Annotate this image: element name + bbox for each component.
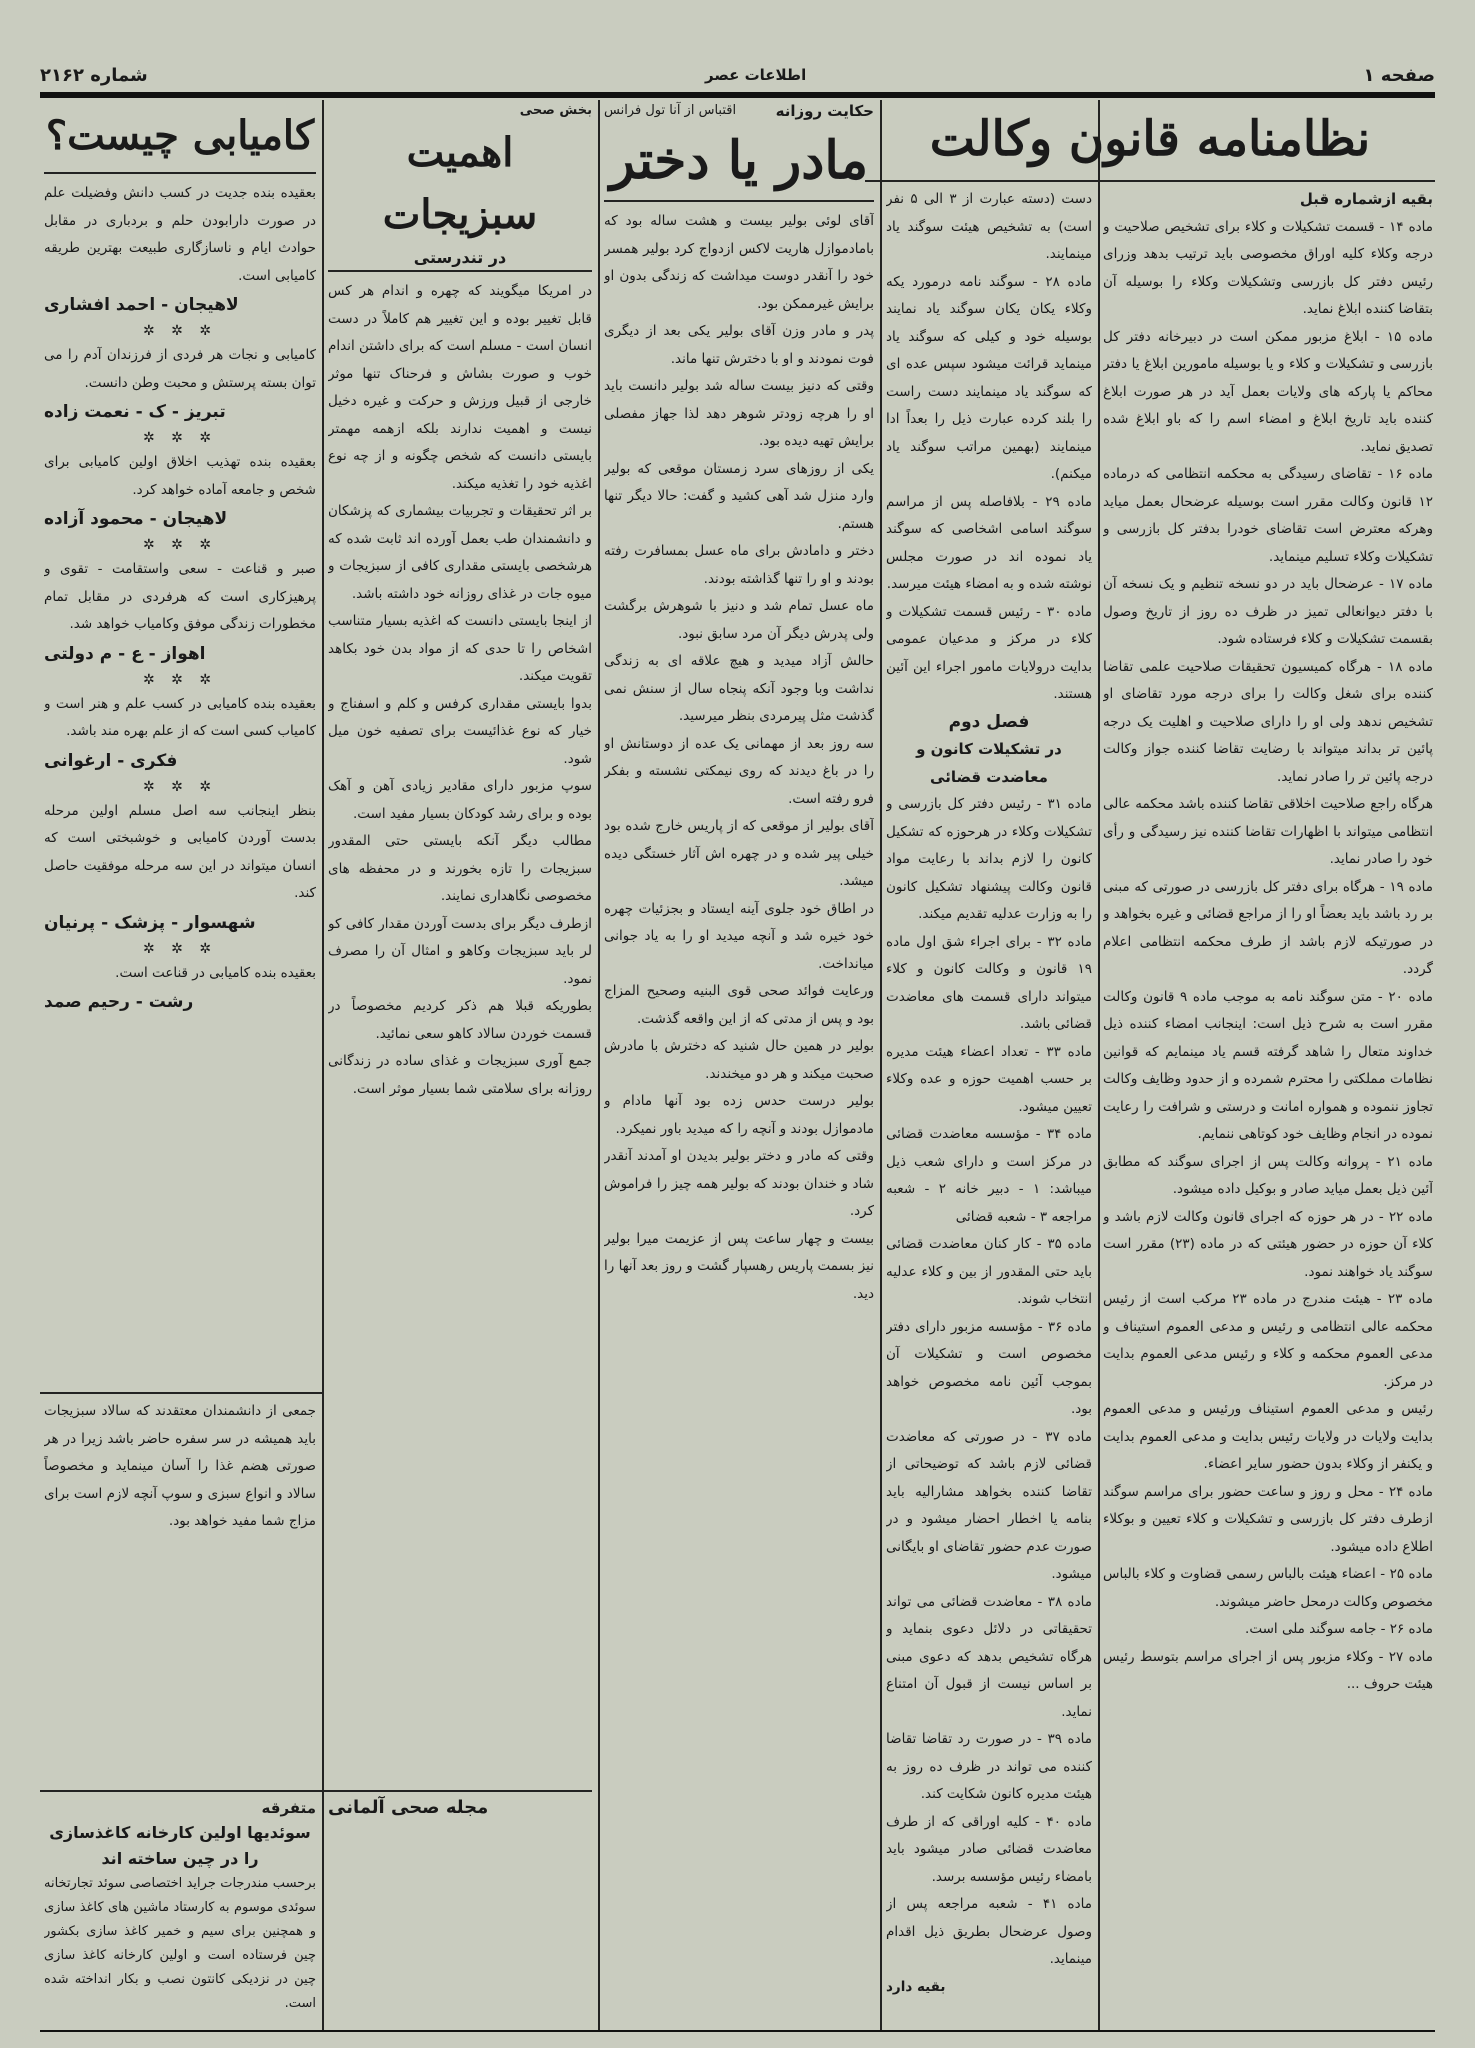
health-headline: اهمیت سبزیجات [382,129,538,238]
law-paragraph: ماده ۳۴ - مؤسسه معاضدت قضائی در مرکز است و دارای شعب ذیل میباشد: ۱ - دبیر خانه ۲ - شعبه مراجعه ۳ - شعبه قضائی [886,1126,1092,1225]
story-paragraph: آقای لوئی بولیر بیست و هشت ساله بود که بامادموازل هاریت لاکس ازدواج کرد بولیر همسر خود را آنقدر دوست میداشت که زندگی بدون او برایش غیرممکن بود. [604,213,874,312]
law-paragraph: ماده ۱۶ - تقاضای رسیدگی به محکمه انتظامی که درماده ۱۲ قانون وکالت مقرر است بوسیله عرضحال بعمل میاید وهرکه معترض است تقاضای خودرا بدفتر کل بازرسی و تشکیلات وکلاء تسلیم مینماید. [1103,466,1433,565]
article-law-headline-box [865,100,1435,180]
star-divider-icon: ✲ ✲ ✲ [142,323,218,339]
answer-text: بعقیده بنده کامیابی در قناعت است. [115,964,316,981]
section-rule [40,1392,322,1394]
star-divider-icon: ✲ ✲ ✲ [142,537,218,553]
answer-text: صبر و قناعت - سعی واستقامت - تقوی و پرهیزکاری است که هرفردی در مقابل تمام مخطورات زندگی موفق وکامیاب خواهد شد. [44,561,316,632]
law-paragraph: ماده ۳۱ - رئیس دفتر کل بازرسی و تشکیلات وکلاء در هرحوزه که تشکیل کانون را لازم بداند با رعایت مواد قانون وکالت پیشنهاد تشکیل کانون را به وزارت عدلیه تقدیم میکند. [886,796,1092,922]
story-paragraph: بولیر درست حدس زده بود آنها مادام و مادموازل بودند و آنچه را که میدید باور نمیکرد. [604,1093,874,1137]
health-paragraph: مطالب دیگر آنکه بایستی حتی المقدور سبزیجات را تازه بخورند و در محفظه های مخصوصی نگاهداری نمایند. [328,833,592,904]
law-paragraph: ماده ۲۰ - متن سوگند نامه به موجب ماده ۹ قانون وکالت مقرر است به شرح ذیل است: اینجانب امضاء کننده ذیل خداوند متعال را شاهد گرفته قسم یاد مینمایم که قوانین نظامات مملکتی را محترم شمرده و از حدود وظایف وکالت تجاوز ننموده و همواره امانت و درستی و شرافت را رعایت نموده در انجام وظایف خود کوتاهی ننمایم. [1103,988,1433,1142]
article-law-column-a [1103,186,1433,2026]
law-paragraph: ماده ۴۱ - شعبه مراجعه پس از وصول عرضحال بطریق ذیل اقدام مینماید. [886,1896,1092,1967]
law-paragraph: دست (دسته عبارت از ۳ الی ۵ نفر است) به تشخیص هیئت سوگند یاد مینمایند. [886,191,1092,262]
law-paragraph: ماده ۲۵ - اعضاء هیئت بالباس رسمی قضاوت و کلاء بالباس مخصوص وکالت درمحل حاضر میشوند. [1103,1566,1433,1610]
answer-signature: اهواز - ع - م دولتی [44,643,206,664]
continued-label: بقیه ازشماره قبل [1299,190,1433,208]
answer-signature: تبریز - ک - نعمت زاده [44,402,226,422]
health-continued-text: جمعی از دانشمندان معتقدند که سالاد سبزیجات باید همیشه در سر سفره حاضر باشد زیرا در هر صورتی هضم غذا را آسان مینماید و مخصوصاً سالاد و انواع سبزی و سوپ آنچه لازم است برای مزاج شما مفید خواهد بود. [44,1403,316,1529]
masthead-rule [40,92,1435,98]
story-paragraph: دختر و دامادش برای ماه عسل بمسافرت رفته بودند و او را تنها گذاشته بودند. [604,543,874,587]
misc-label: متفرقه [261,1799,316,1817]
star-divider-icon: ✲ ✲ ✲ [142,940,218,957]
story-paragraph: بیست و چهار ساعت پس از عزیمت میرا بولیر نیز بسمت پاریس رهسپار گشت و روز بعد آنها را دید. [604,1230,874,1302]
law-paragraph: ماده ۲۶ - جامه سوگند ملی است. [1245,1621,1433,1637]
law-paragraph: رئیس و مدعی العموم استیناف ورئیس و مدعی العموم بدایت ولایات در ولایات رئیس بدایت و مدعی العموم بدایت و یکنفر از وکلاء بدون حضور سایر اعضاء. [1103,1401,1433,1472]
answer-text: بنظر اینجانب سه اصل مسلم اولین مرحله بدست آوردن کامیابی و خوشبختی است که انسان میتواند در این سه مرحله موفقیت حاصل کند. [44,802,316,901]
answer-signature: رشت - رحیم صمد [44,992,194,1012]
answer-signature: شهسوار - پزشک - پرنیان [44,912,256,933]
headline-rule [865,180,1435,182]
health-paragraph: سوپ مزبور دارای مقادیر زیادی آهن و آهک بوده و برای رشد کودکان بسیار مفید است. [328,778,592,822]
masthead [40,58,1435,92]
law-paragraph: ماده ۲۸ - سوگند نامه درمورد یکه وکلاء یکان یکان سوگند یاد نمایند بوسیله خود و کیلی که سوگند یاد مینماید قرائت میشود سپس عده ای که سوگند یاد مینمایند دست راست را بلند کرده عبارت ذیل را بعداً ادا مینمایند (بهمین مراتب سوگند یاد میکنم). [886,273,1092,482]
answer-text: کامیابی و نجات هر فردی از فرزندان آدم را می توان بسته پرستش و محبت وطن دانست. [44,347,316,391]
law-paragraph: ماده ۱۷ - عرضحال باید در دو نسخه تنظیم و یک نسخه آن با دفتر دیوانعالی تمیز در ظرف ده روز از تاریخ وصول بقسمت تشکیلات و کلاء فرستاده شود. [1103,576,1433,647]
story-paragraph: بولیر در همین حال شنید که دخترش با مادرش صحبت میکند و هر دو میخندند. [604,1038,874,1082]
law-paragraph: ماده ۳۷ - در صورتی که معاضدت قضائی لازم باشد که توضیحاتی از تقاضا کننده بخواهد مشارالیه باید بنامه یا اخطار احضار میشود و در صورت عدم حضور تقاضای او بایگانی میشود. [886,1428,1092,1582]
law-paragraph: ماده ۱۹ - هرگاه برای دفتر کل بازرسی در صورتی که مبنی بر رد باشد باید بعضاً او را از مراجع قضائی و غیره بخواهد و در صورتیکه لازم باشد از طرف محکمه انتظامی اعلام گردد. [1103,878,1433,977]
article-law-column-b [886,186,1092,2026]
law-paragraph: ماده ۲۱ - پروانه وکالت پس از اجرای سوگند که مطابق آئین ذیل بعمل میاید صادر و بوکیل داده میشود. [1103,1153,1433,1197]
law-paragraph: ماده ۳۳ - تعداد اعضاء هیئت مدیره بر حسب اهمیت حوزه و عده وکلاء تعیین میشود. [886,1043,1092,1115]
health-paragraph: بر اثر تحقیقات و تجربیات بیشماری که پزشکان و دانشمندان طب بعمل آورده اند ثابت شده که هرشخصی بایستی مقداری کافی از سبزیجات و میوه جات در غذای روزانه خود داشته باشد. [328,503,592,602]
law-paragraph: ماده ۲۴ - محل و روز و ساعت حضور برای مراسم سوگند ازطرف دفتر کل بازرسی و تشکیلات و کلاء تعیین و بوکلاء اطلاع داده میشود. [1103,1483,1433,1555]
story-headline: مادر یا دختر [604,122,874,202]
paper-name: اطلاعات عصر [705,66,807,84]
article-law-headline: نظامنامه قانون وکالت [929,111,1371,167]
law-paragraph: ماده ۳۹ - در صورت رد تقاضا تقاضا کننده می تواند در ظرف ده روز به هیئت مدیره کانون شکایت کند. [886,1731,1092,1802]
answer-text: بعقیده بنده کامیابی در کسب علم و هنر است و کامیاب کسی است که از علم بهره مند باشد. [44,695,316,739]
law-paragraph: ماده ۲۹ - بلافاصله پس از مراسم سوگند اسامی اشخاصی که سوگند یاد نموده اند در صورت مجلس نوشته شده و به امضاء هیئت میرسد. [886,493,1092,592]
story-paragraph: وقتی که دنیز بیست ساله شد بولیر دانست باید او را هرچه زودتر شوهر دهد لذا جهاز مفصلی برایش تهیه دیده بود. [604,378,874,449]
health-paragraph: از اینجا بایستی دانست که اغذیه بسیار متناسب اشخاص را تا حدی که از مواد بدن خود بکاهد تقویت میکند. [328,613,592,684]
star-divider-icon: ✲ ✲ ✲ [142,671,218,688]
chapter-subtitle: در تشکیلات کانون و معاضدت قضائی [916,740,1062,786]
column-divider [1098,100,1100,2030]
law-paragraph: هرگاه راجع صلاحیت اخلاقی تقاضا کننده باشد محکمه عالی انتظامی میتواند با اظهارات تقاضا کننده نیز رسیدگی و رأی خود را صادر نماید. [1103,796,1433,867]
law-paragraph: ماده ۳۵ - کار کنان معاضدت قضائی باید حتی المقدور از بین و کلاء عدلیه انتخاب شوند. [886,1236,1092,1307]
story-paragraph: ماه عسل تمام شد و دنیز با شوهرش برگشت ولی پدرش دیگر آن مرد سابق نبود. [604,598,874,642]
issue-label: شماره ۲۱۶۲ [40,64,148,86]
story-paragraph: در اطاق خود جلوی آینه ایستاد و بجزئیات چهره خود خیره شد و آنچه میدید او را به یاد جوانی میانداخت. [604,900,874,972]
answer-text: بعقیده بنده تهذیب اخلاق اولین کامیابی برای شخص و جامعه آماده خواهد کرد. [44,454,316,498]
footer-rule [40,2030,1435,2032]
health-subhead: در تندرستی [328,246,592,272]
health-paragraph: جمع آوری سبزیجات و غذای ساده در زندگانی روزانه برای سلامتی شما بسیار موثر است. [328,1053,592,1097]
law-paragraph: ماده ۳۰ - رئیس قسمت تشکیلات و کلاء در مرکز و مدعیان عمومی بدایت درولایات مامور اجراء این آئین هستند. [886,603,1092,702]
health-paragraph: در امریکا میگویند که چهره و اندام هر کس قابل تغییر بوده و این تغییر هم کاملاً در دست انسان است - مسلم است که برای داشتن اندام خوب و صورت بشاش و فرحناک تنها موثر خارجی از قبیل ورزش و حرکت و غیره دخیل نیست و اهمیت ندارند بلکه ازهمه مهمتر بایستی دانست که شخص چگونه و از چه نوع اغذیه خود را تغذیه میکند. [328,283,592,492]
story-paragraph: پدر و مادر وزن آقای بولیر یکی بعد از دیگری فوت نمودند و او با دخترش تنها ماند. [604,323,874,367]
answer-signature: لاهیجان - احمد افشاری [44,295,239,315]
story-paragraph: وقتی که مادر و دختر بولیر بدیدن او آمدند آنقدر شاد و خندان بودند که بولیر همه چیز را فراموش کرد. [604,1148,874,1219]
answer-text: بعقیده بنده جدیت در کسب دانش وفضیلت علم در صورت دارابودن حلم و بردباری در مقابل حوادث ایام و ناسازگاری طبیعت بهترین طریقه کامیابی است. [44,185,316,284]
law-paragraph: ماده ۴۰ - کلیه اوراقی که از طرف معاضدت قضائی صادر میشود باید بامضاء رئیس مؤسسه برسد. [886,1813,1092,1885]
law-paragraph: ماده ۲۷ - وکلاء مزبور پس از اجرای مراسم بتوسط رئیس هیئت حروف ... [1103,1648,1433,1692]
story-byline: اقتباس از آنا تول فرانس [604,103,737,118]
health-source-label: مجله صحی آلمانی [328,1797,489,1818]
misc-text: برحسب مندرجات جراید اختصاصی سوئد تجارتخانه سوئدی موسوم به کارستاد ماشین های کاغذ سازی و همچنین برای سیم و خمیر کاغذ سازی بکشور چین فرستاده است و اولین کارخانه کاغذ سازی چین در نزدیکی کانتون نصب و بکار انداخته شده است. [44,1876,316,2011]
story-paragraph: ورعایت فوائد صحی قوی البنیه وصحیح المزاج بود و پس از مدتی که از این واقعه گذشت. [604,983,874,1027]
law-paragraph: ماده ۳۸ - معاضدت قضائی می تواند تحقیقاتی در دلائل دعوی بنماید و هرگاه تشخیص بدهد که دعوی مبنی بر اساس نیست از قبول آن امتناع نماید. [886,1593,1092,1720]
page-label: صفحه ۱ [1363,64,1435,86]
law-paragraph: ماده ۱۴ - قسمت تشکیلات و کلاء برای تشخیص صلاحیت و درجه وکلاء کلیه اوراق مخصوصی باید ترتیب بدهد وزرای رئیس دفتر کل بازرسی وتشکیلات وکلاء را بوسیله آن بتقاضا کننده ابلاغ نماید. [1103,218,1433,317]
health-paragraph: بطوریکه قبلا هم ذکر کردیم مخصوصاً در قسمت خوردن سالاد کاهو سعی نمائید. [328,998,592,1042]
continued-note: بقیه دارد [886,1978,946,1995]
health-kicker: بخش صحی [519,103,592,118]
star-divider-icon: ✲ ✲ ✲ [142,430,218,446]
law-paragraph: ماده ۲۲ - در هر حوزه که اجرای قانون وکالت لازم باشد و کلاء آن حوزه در حضور هیئتی که در ماده (۲۳) مقرر است سوگند یاد خواهند نمود. [1103,1208,1433,1280]
success-headline: کامیابی چیست؟ [44,100,316,174]
article-story [604,100,874,2025]
misc-headline: سوئدیها اولین کارخانه کاغذسازی را در چین ساخته اند [49,1823,311,1868]
health-paragraph: ازطرف دیگر برای بدست آوردن مقدار کافی کو لر باید سبزیجات وکاهو و امثال آن را مصرف نمود. [328,915,592,987]
story-paragraph: آقای بولیر از موقعی که از پاریس خارج شده بود خیلی پیر شده و در چهره اش آثار خستگی دیده میشد. [604,818,874,889]
health-source-box [328,1796,592,2026]
misc-news [44,1796,316,2026]
chapter-title: فصل دوم [948,711,1030,732]
article-health [328,100,592,1900]
story-paragraph: حالش آزاد میدید و هیچ علاقه ای به زندگی نداشت وبا وجود آنکه پنجاه سال از سنش نمی گذشت مثل پیرمردی بنظر میرسید. [604,653,874,724]
answer-signature: لاهیجان - محمود آزاده [44,509,228,529]
answer-signature: فکری - ارغوانی [44,750,178,771]
law-paragraph: ماده ۱۸ - هرگاه کمیسیون تحقیقات صلاحیت علمی تقاضا کننده برای شغل وکالت را برای درجه مورد تقاضای او تشخیص ندهد ولی او را دارای صلاحیت و اهلیت یک درجه پائین تر بداند میتواند با رضایت تقاضا کننده جواز وکالت درجه پائین تر را صادر نماید. [1103,658,1433,785]
column-divider [322,100,324,2030]
health-paragraph: بدوا بایستی مقداری کرفس و کلم و اسفناج و خیار که نوع غذائیست برای تصفیه خون میل شود. [328,695,592,767]
story-paragraph: سه روز بعد از مهمانی یک عده از دوستانش او را در باغ دیدند که روی نیمکتی نشسته و بفکر فرو رفته است. [604,735,874,807]
article-success [44,100,316,1390]
health-continued [44,1398,316,1786]
box-rule [40,1790,592,1792]
column-divider [598,100,600,2030]
law-paragraph: ماده ۲۳ - هیئت مندرج در ماده ۲۳ مرکب است از رئیس محکمه عالی انتظامی و رئیس و مدعی العموم استیناف و مدعی العموم محکمه و کلاء و رئیس مدعی العموم بدایت در مرکز. [1103,1291,1433,1390]
story-kicker: حکایت روزانه [775,102,874,120]
column-divider [880,100,882,2030]
law-paragraph: ماده ۱۵ - ابلاغ مزبور ممکن است در دبیرخانه دفتر کل بازرسی و تشکیلات و کلاء و یا بوسیله مامورین ابلاغ یا دفتر محاکم یا پارکه های ولایات بعمل آید در هر صورت ابلاغ کننده باید تاریخ ابلاغ و امضاء اسم را که باو ابلاغ شده تصدیق نماید. [1103,328,1433,455]
star-divider-icon: ✲ ✲ ✲ [142,778,218,795]
law-paragraph: ماده ۳۶ - مؤسسه مزبور دارای دفتر مخصوص است و تشکیلات آن بموجب آئین نامه مخصوص خواهد بود. [886,1318,1092,1417]
law-paragraph: ماده ۳۲ - برای اجراء شق اول ماده ۱۹ قانون و وکالت کانون و کلاء میتواند دارای قسمت های معاضدت قضائی باشد. [886,933,1092,1032]
story-paragraph: یکی از روزهای سرد زمستان موقعی که بولیر وارد منزل شد آهی کشید و گفت: حالا دیگر تنها هستم. [604,460,874,532]
